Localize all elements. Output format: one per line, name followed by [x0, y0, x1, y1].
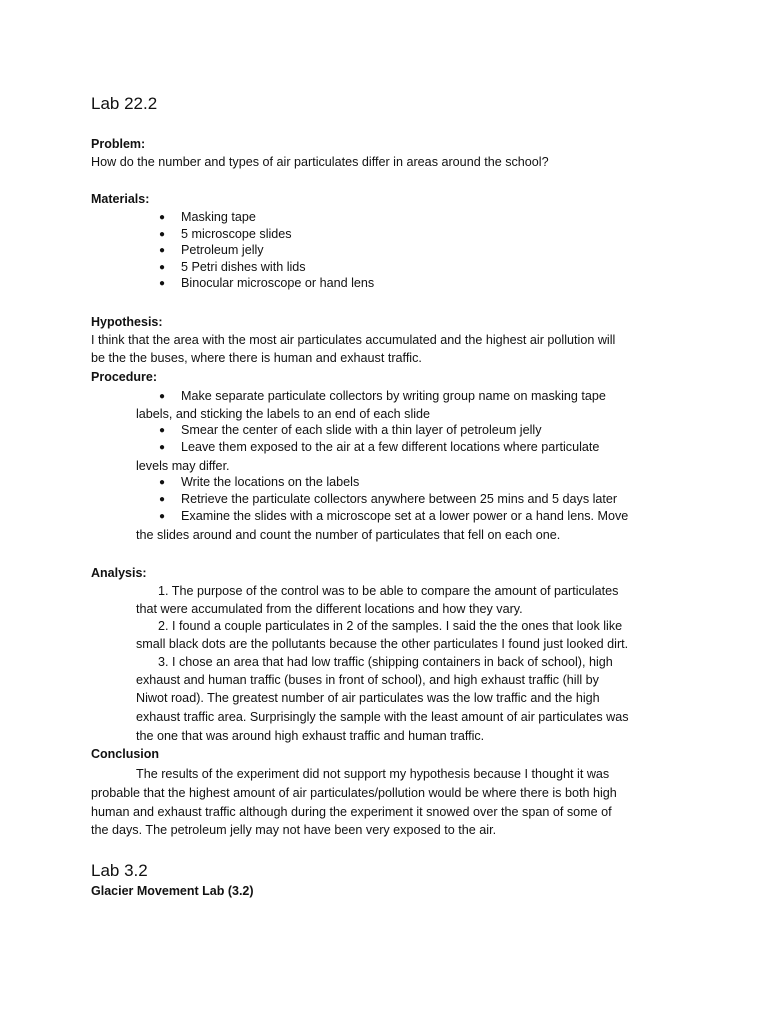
bullet-icon: ●: [159, 494, 166, 505]
procedure-item-continued: the slides around and count the number of particulates that fell on each one.: [136, 528, 561, 542]
procedure-item: [159, 491, 618, 508]
analysis-item-continued: Niwot road). The greatest number of air particulates was the low traffic and the high: [136, 691, 600, 705]
bullet-icon: ●: [159, 391, 166, 402]
lab-title: Lab 3.2: [91, 861, 148, 880]
materials-label: Materials:: [91, 192, 150, 206]
analysis-item: 2. I found a couple particulates in 2 of the samples. I said the the ones that look like: [158, 619, 623, 633]
materials-item-text: 5 microscope slides: [181, 227, 292, 241]
conclusion-line: The results of the experiment did not support my hypothesis because I thought it was: [136, 767, 610, 781]
bullet-icon: ●: [159, 245, 166, 256]
procedure-item-text: Leave them exposed to the air at a few different locations where particulate: [181, 440, 600, 454]
materials-item: [159, 209, 256, 226]
procedure-item-text: Make separate particulate collectors by writing group name on masking tape: [181, 389, 606, 403]
procedure-item-text: Examine the slides with a microscope set at a lower power or a hand lens. Move: [181, 509, 629, 523]
problem-text: How do the number and types of air particulates differ in areas around the school?: [91, 155, 549, 169]
procedure-item: [159, 388, 606, 405]
bullet-icon: ●: [159, 425, 166, 436]
procedure-item-continued: labels, and sticking the labels to an end of each slide: [136, 407, 431, 421]
procedure-item-text: Retrieve the particulate collectors anywhere between 25 mins and 5 days later: [181, 492, 618, 506]
lab-title: Lab 22.2: [91, 94, 158, 113]
analysis-item-continued: the one that was around high exhaust traffic and human traffic.: [136, 729, 485, 743]
bullet-icon: ●: [159, 477, 166, 488]
hypothesis-label: Hypothesis:: [91, 315, 163, 329]
materials-item: [159, 226, 292, 243]
procedure-label: Procedure:: [91, 370, 157, 384]
conclusion-line: probable that the highest amount of air particulates/pollution would be where there is both high: [91, 786, 617, 800]
bullet-icon: ●: [159, 212, 166, 223]
bullet-icon: ●: [159, 511, 166, 522]
procedure-item: [159, 508, 629, 525]
analysis-item-continued: that were accumulated from the different locations and how they vary.: [136, 602, 523, 616]
conclusion-line: the days. The petroleum jelly may not have been very exposed to the air.: [91, 823, 497, 837]
procedure-item-continued: levels may differ.: [136, 459, 230, 473]
materials-item: [159, 242, 264, 259]
procedure-item: [159, 474, 360, 491]
analysis-item-continued: exhaust and human traffic (buses in front of school), and high exhaust traffic (hill by: [136, 673, 599, 687]
conclusion-label: Conclusion: [91, 747, 160, 761]
analysis-item: 1. The purpose of the control was to be able to compare the amount of particulates: [158, 584, 619, 598]
bullet-icon: ●: [159, 229, 166, 240]
bullet-icon: ●: [159, 442, 166, 453]
materials-item-text: 5 Petri dishes with lids: [181, 260, 306, 274]
materials-item-text: Masking tape: [181, 210, 256, 224]
procedure-item-text: Smear the center of each slide with a thin layer of petroleum jelly: [181, 423, 542, 437]
procedure-item-text: Write the locations on the labels: [181, 475, 360, 489]
analysis-item-continued: small black dots are the pollutants because the other particulates I found just looked dirt.: [136, 637, 629, 651]
bullet-icon: ●: [159, 278, 166, 289]
materials-item-text: Petroleum jelly: [181, 243, 264, 257]
hypothesis-line: I think that the area with the most air particulates accumulated and the highest air pollution will: [91, 333, 616, 347]
conclusion-line: human and exhaust traffic although during the experiment it snowed over the span of some of: [91, 805, 612, 819]
procedure-item: [159, 422, 542, 439]
problem-label: Problem:: [91, 137, 146, 151]
analysis-label: Analysis:: [91, 566, 147, 580]
materials-item: [159, 275, 375, 292]
procedure-item: [159, 439, 600, 456]
materials-item-text: Binocular microscope or hand lens: [181, 276, 375, 290]
hypothesis-line: be the the buses, where there is human and exhaust traffic.: [91, 351, 422, 365]
bullet-icon: ●: [159, 262, 166, 273]
analysis-item-continued: exhaust traffic area. Surprisingly the sample with the least amount of air particulates was: [136, 710, 629, 724]
lab-subtitle: Glacier Movement Lab (3.2): [91, 884, 254, 898]
analysis-item: 3. I chose an area that had low traffic (shipping containers in back of school), high: [158, 655, 613, 669]
materials-item: [159, 259, 306, 276]
